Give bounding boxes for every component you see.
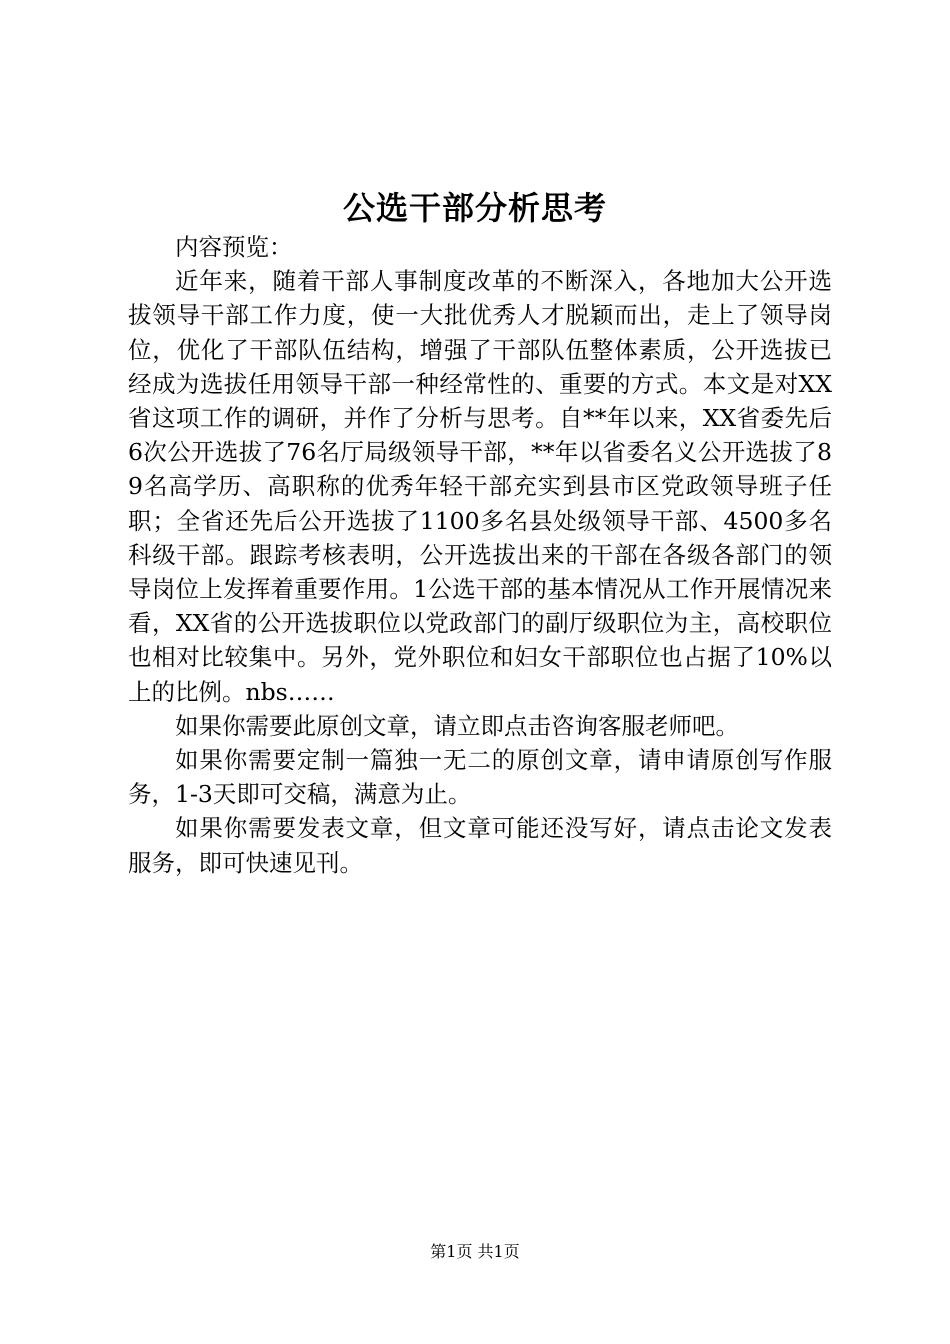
document-content xyxy=(128,230,832,880)
notice-consult: 如果你需要此原创文章，请立即点击咨询客服老师吧。 xyxy=(175,711,739,740)
page-title: 公选干部分析思考 xyxy=(342,189,607,227)
preview-label: 内容预览： xyxy=(175,233,293,261)
notice-publish: 如果你需要发表文章，但文章可能还没写好，请点击论文发表服务，即可快速见刊。 xyxy=(128,814,832,877)
body-paragraph: 近年来，随着干部人事制度改革的不断深入，各地加大公开选拔领导干部工作力度，使一大批优秀人才脱颖而出，走上了领导岗位，优化了干部队伍结构，增强了干部队伍整体素质，公开选拔已经成为选拔任用领导干部一种经常性的、重要的方式。本文是对XX省这项工作的调研，并作了分析与思考。自**年以来，XX省委先后6次公开选拔了76名厅局级领导干部，**年以省委名义公开选拔了89名高学历、高职称的优秀年轻干部充实到县市区党政领导班子任职；全省还先后公开选拔了1100多名县处级领导干部、4500多名科级干部。跟踪考核表明，公开选拔出来的干部在各级各部门的领导岗位上发挥着重要作用。1公选干部的基本情况从工作开展情况来看，XX省的公开选拔职位以党政部门的副厅级职位为主，高校职位也相对比较集中。另外，党外职位和妇女干部职位也占据了10%以上的比例。nbs…… xyxy=(128,267,832,706)
notice-custom-writing: 如果你需要定制一篇独一无二的原创文章，请申请原创写作服务，1-3天即可交稿，满意为止。 xyxy=(128,746,832,809)
page-footer: 第1页 共1页 xyxy=(430,1242,520,1261)
